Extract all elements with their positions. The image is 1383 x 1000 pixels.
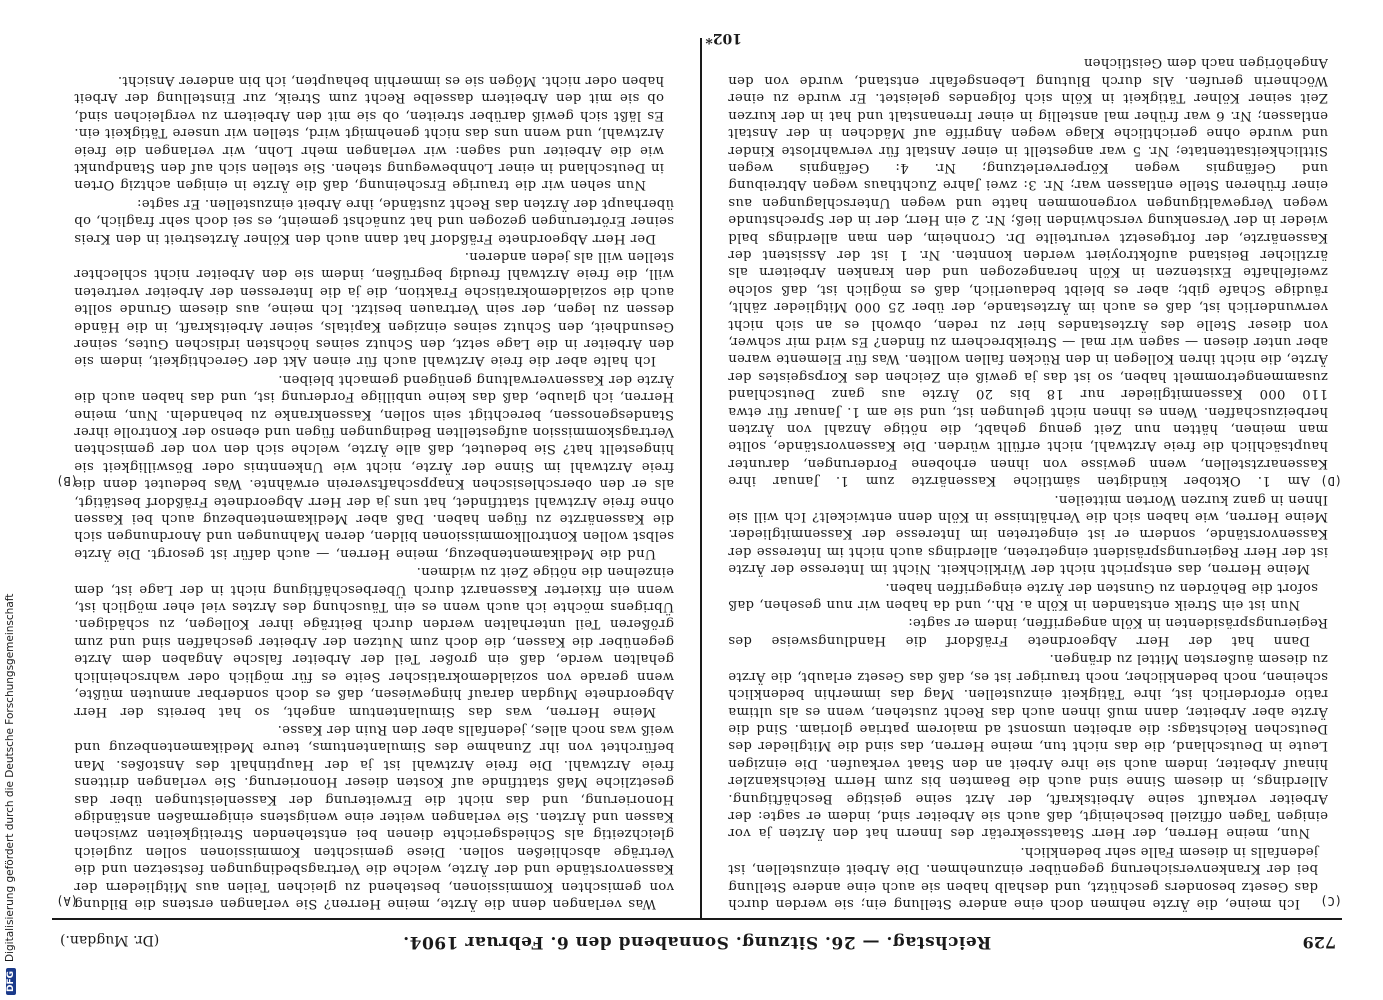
paragraph: Was verlangen denn die Ärzte, meine Herren? Sie verlangen erstens die Bildung von gemischten Kommissionen, bestehend zu gleichen Teilen aus Mitgliedern der Kassenvorstände und der Ärzte, welche die Vertragsbedingungen festsetzen und die Verträge abschließen sollen. Diese gemischten Kommissionen sollen zugleich gleichzeitig als Schiedsgerichte dienen bei entstehenden Streitigkeiten zwischen Kassen und Ärzten. Sie verlangen weiter eine wenigstens einigermaßen anständige Honorierung, und das nicht die Erweiterung der Kassenleistungen über das gesetzliche Maß stattfinde auf Kosten dieser Honorierung. Sie verlangen drittens freie Arztwahl. Die freie Arztwahl ist ja der Hauptinhalt des Anstoßes. Man befürchtet von ihr Zunahme des Simulantentums, teure Medikamentenbezug und weiß was noch alles, jedenfalls aber den Ruin der Kasse. [74,721,674,911]
margin-marker-b: (B) [56,474,78,488]
quoted-paragraph: Ich meine, die Ärzte nehmen doch eine andere Stellung ein; sie werden durch das Gesetz besonders geschützt, und deshalb haben sie auch eine andere Stellung bei der Krankenversicherung gegenüber einzunehmen. Die Arbeit einzustellen, ist jedenfalls in diesem Falle sehr bedenklich. [728,843,1318,911]
digitization-credit [4,5,18,995]
paragraph: Meine Herren, was das Simulantentum angeht, so hat bereits der Herr Abgeordnete Mugdan darauf hingewiesen, daß es doch sonderbar anmuten müßte, wenn gerade von sozialdemokratischer Seite es für möglich oder wahrscheinlich gehalten werde, daß ein großer Teil der Arbeiter falsche Angaben dem Arzte gegenüber die Kassen, die doch zum Nutzen der Arbeiter geschaffen sind und zum größeren Teil unterhalten werden durch Beiträge ihrer Kollegen, zu schädigen. Übrigens möchte ich auch wenn es ein Täuschung des Arztes viel eher möglich ist, wenn ein fixierter Kassenarzt durch Überbeschäftigung nicht in der Lage ist, dem einzelnen die nötige Zeit zu widmen. [74,564,674,719]
column-divider [700,38,702,918]
quoted-paragraph: Nun ist ein Streik entstanden in Köln a. Rh., und da haben wir nun gesehen, daß sofort die Behörden zu Gunsten der Ärzte eingegriffen haben. [728,579,1318,613]
page-number: 729 [1302,933,1336,952]
paragraph: Meine Herren, das entspricht nicht der Wirklichkeit. Nicht im Interesse der Ärzte ist der Herr Regierungspräsident eingetreten, allerdings auch nicht im Interesse der Kassenvorstände, sondern er ist eingetreten im Interesse der Kassenmitglieder. Meine Herren, wie haben sich die Verhältnisse in Köln denn entwickelt? Ich will sie Ihnen in ganz kurzen Worten mitteilen. [728,491,1328,577]
page-signature: 102* [705,30,742,46]
column-left [74,42,674,912]
credit-text: Digitalisierung gefördert durch die Deutsche Forschungsgemeinschaft [4,593,16,962]
column-right [728,42,1328,912]
paragraph: Dann hat der Herr Abgeordnete Fräßdorf die Handlungsweise des Regierungspräsidenten in Köln angegriffen, indem er sagte: [728,615,1328,648]
page-header [52,922,1342,958]
paragraph: Und die Medikamentenbezug, meine Herren, — auch dafür ist gesorgt. Die Ärzte selbst wollen Kontrollkommissionen bilden, deren Mahnungen und Anordnungen sich die Kassenärzte zu fügen haben. Daß aber Medikamentenbezug auch bei Kassen ohne freie Arztwahl stattfindet, hat uns ja der Herr Abgeordnete Fräßdorf bestätigt, als er den oberschlesischen Knappschaftsverein erwähnte. Was bedeutet denn die freie Arztwahl im Sinne der Ärzte, nicht wie Unkenntnis oder Böswilligkeit sie hingestellt hat? Sie bedeutet, daß alle Ärzte, welche sich den von der gemischten Vertragskommission aufgestellten Bedingungen fügen und ebenso der Kontrolle ihrer Standesgenossen, berechtigt sein sollen, Kassenkranke zu behandeln. Nun, meine Herren, ich glaube, daß das keine unbillige Forderung ist, und das haben auch die Ärzte der Kassenverwaltung genügend gemacht bleiben. [74,371,674,561]
margin-marker-a: (A) [56,894,78,908]
dfg-logo: DFG [6,968,16,995]
running-title: Reichstag. — 26. Sitzung. Sonnabend den 6. Februar 1904. [402,932,992,952]
speaker-name: (Dr. Mugdan.) [60,932,160,948]
margin-marker-c: (C) [1320,894,1342,908]
paragraph: Der Herr Abgeordnete Fräßdorf hat dann auch den Kölner Ärztestreit in den Kreis seiner Erörterungen gezogen und hat zunächst gemeint, es sei doch sehr fraglich, ob überhaupt der Ärzten das Recht zustände, ihre Arbeit einzustellen. Er sagte: [74,195,674,246]
header-rule [52,918,1342,920]
paragraph: Nun, meine Herren, der Herr Staatssekretär des Innern hat den Ärzten ja vor einigen Tagen offiziell bescheinigt, daß auch sie Arbeiter sind, indem er sagte: der Arbeiter verkauft seine Arbeitskraft, der Arzt seine geistige Beschäftigung. Allerdings, in diesem Sinne sind auch die Beamten bis zum Herrn Reichskanzler hinauf Arbeiter, indem auch sie ihre Arbeit an den Staat verkaufen. Die einzigen Leute in Deutschland, die das nicht tun, meine Herren, das sind die Mitglieder des Deutschen Reichstags: die arbeiten umsonst ad maiorem patriae gloriam. Sind die Ärzte aber Arbeiter, dann muß ihnen auch das Recht zustehen, wenn es als ultima ratio erforderlich ist, ihre Tätigkeit einzustellen. Mag das immerhin bedenklich scheinen, noch bedenklicher, noch trauriger ist es, daß das Gesetz erlaubt, die Ärzte zu diesem äußersten Mittel zu drängen. [728,651,1328,841]
quoted-paragraph: Nun sehen wir die traurige Erscheinung, daß die Ärzte in einigen achtzig Orten in Deutschland in einer Lohnbewegung stehen. Sie stellen sich auf den Standpunkt wie die Arbeiter und sagen: wir verlangen mehr Lohn, wir verlangen die freie Arztwahl, und wenn uns das nicht genehmigt wird, stellen wir unsere Tätigkeit ein. Es läßt sich gewiß darüber streiten, ob sie mit den Arbeitern zu vergleichen sind, ob sie mit den Arbeitern dasselbe Recht zum Streik, zur Einstellung der Arbeit haben oder nicht. Mögen sie es immerhin behaupten, ich bin anderer Ansicht. [74,72,664,193]
rotated-sheet [52,18,1342,958]
paragraph: Am 1. Oktober kündigten sämtliche Kassenärzte zum 1. Januar ihre Kassenarztstellen, wenn gewisse von ihnen erhobene Forderungen, darunter hauptsächlich die freie Arztwahl, nicht erfüllt würden. Die Kassenvorstände, sollte man meinen, hätten nun Zeit genug gehabt, die nötige Anzahl von Ärzten herbeizuschaffen. Wenn es ihnen nicht gelungen ist, und sie am 1. Januar für etwa 110 000 Kassenmitglieder nur 18 bis 20 Ärzte aus ganz Deutschland zusammengetrommelt haben, so ist das ja gewiß ein Zeichen des Korpsgeistes der Ärzte, die nicht ihren Kollegen in den Rücken fallen wollten. Was für Elemente waren aber unter diesen — sagen wir mal — Streikbrechern zu finden? Es wird mir schwer, von dieser Stelle des Ärztestandes hier zu reden, obwohl es an sich nicht verwunderlich ist, daß es auch im Ärztestande, der über 25 000 Mitglieder zählt, räudige Schafe gibt; aber es bleibt bedauerlich, daß es möglich ist, daß solche zweifelhafte Existenzen in Köln herangezogen und den kranken Arbeitern als ärztlicher Beistand aufoktroyiert werden konnten. Nr. 1 ist der Assistent der Kassenärzte, der fortgesetzt verurteilte Dr. Cronheim, den man allerdings bald wieder in der Versenkung verschwinden ließ; Nr. 2 ein Herr, der in der Sprechstunde wegen Vergewaltigungen vorgenommen hatte und wegen Unterschlagungen aus einer früheren Stelle entlassen war; Nr. 3: zwei Jahre Zuchthaus wegen Abtreibung und Gefängnis wegen Körperverletzung; Nr. 4: Gefängnis wegen Sittlichkeitsattentate; Nr. 5 war angestellt in einer Anstalt für verwahrloste Kinder und wurde ohne gerichtliche Klage wegen Angriffe auf Mädchen in der Anstalt entlassen; Nr. 6 war früher mal anstellig in einer Irrenanstalt und hat in der kurzen Zeit seiner Kölner Tätigkeit in Köln sich folgendes geleistet. Er wurde zu einer Wöchnerin gerufen. Als durch Blutung Lebensgefahr entstand, wurde von den Angehörigen nach dem Geistlichen [728,55,1328,489]
paragraph: Ich halte aber die freie Arztwahl auch für einen Akt der Gerechtigkeit, indem sie den Arbeiter in die Lage setzt, den Schutz seines höchsten irdischen Gutes, seiner Gesundheit, den Schutz seines einzigen Kapitals, seiner Arbeitskraft, in die Hände dessen zu legen, der sein Vertrauen besitzt. Ich meine, aus diesem Grunde sollte auch die sozialdemokratische Fraktion, die ja die Interessen der Arbeiter vertreten will, die freie Arztwahl freudig begrüßen, indem sie den Arbeiter nicht schlechter stellen will als jeden anderen. [74,248,674,369]
margin-marker-d: (D) [1320,474,1342,488]
